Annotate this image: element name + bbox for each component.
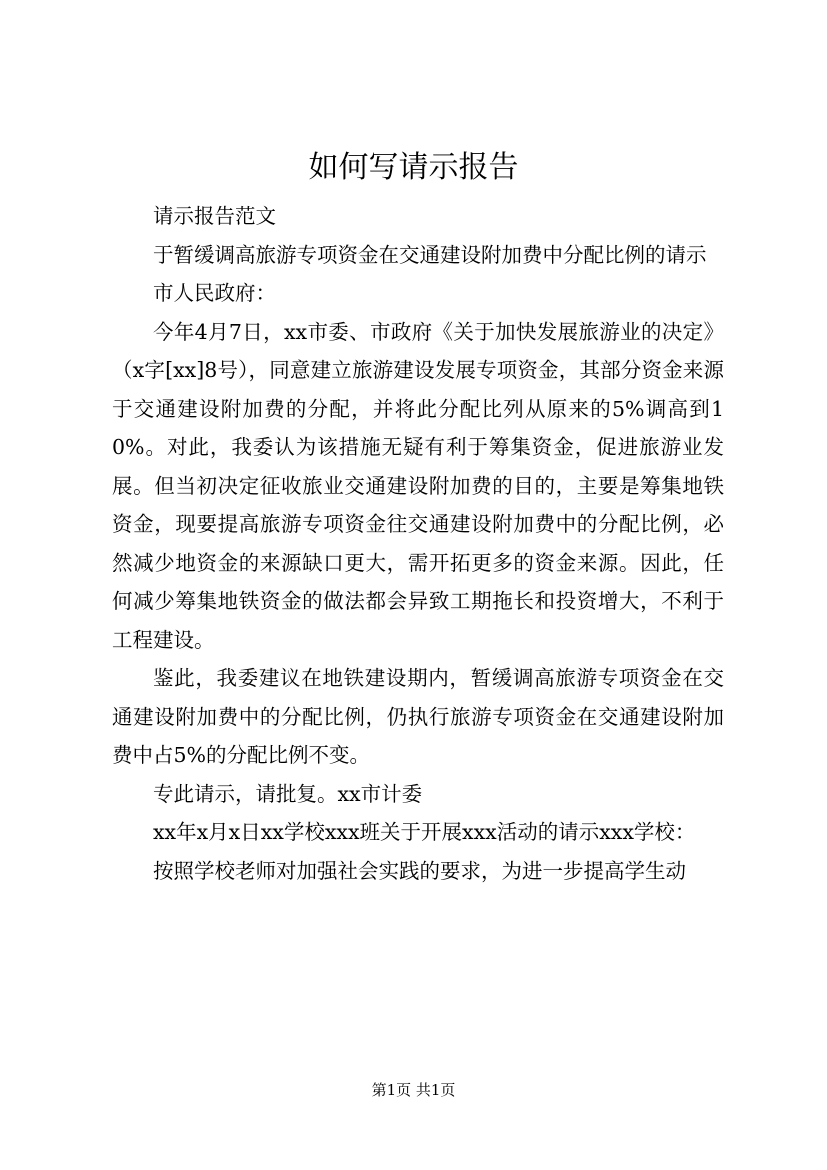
paragraph-request-title: 于暂缓调高旅游专项资金在交通建设附加费中分配比例的请示 [153, 242, 707, 267]
paragraph-addressee: 市人民政府： [153, 281, 276, 305]
paragraph-suggestion: 鉴此，我委建议在地铁建设期内，暂缓调高旅游专项资金在交通建设附加费中的分配比例，仍执行旅游专项资金在交通建设附加费中占5%的分配比例不变。 [112, 666, 724, 767]
page-footer: 第1页 共1页 [371, 1081, 456, 1099]
document-body [112, 197, 724, 890]
paragraph-second-request: xx年x月x日xx学校xxx班关于开展xxx活动的请示xxx学校： [153, 820, 696, 844]
paragraph-closing: 专此请示，请批复。xx市计委 [153, 781, 423, 806]
paragraph-background: 今年4月7日，xx市委、市政府《关于加快发展旅游业的决定》（x字[xx]8号），同意建立旅游建设发展专项资金，其部分资金来源于交通建设附加费的分配，并将此分配比列从原来的5%调高到10%。对此，我委认为该措施无疑有利于筹集资金，促进旅游业发展。但当初决定征收旅业交通建设附加费的目的，主要是筹集地铁资金，现要提高旅游专项资金往交通建设附加费中的分配比例，必然减少地资金的来源缺口更大，需开拓更多的资金来源。因此，任何减少筹集地铁资金的做法都会异致工期拖长和投资增大，不利于工程建设。 [112, 319, 724, 652]
paragraph-subtitle: 请示报告范文 [153, 204, 276, 228]
paragraph-second-body: 按照学校老师对加强社会实践的要求，为进一步提高学生动 [153, 858, 686, 883]
document-title: 如何写请示报告 [308, 150, 519, 185]
